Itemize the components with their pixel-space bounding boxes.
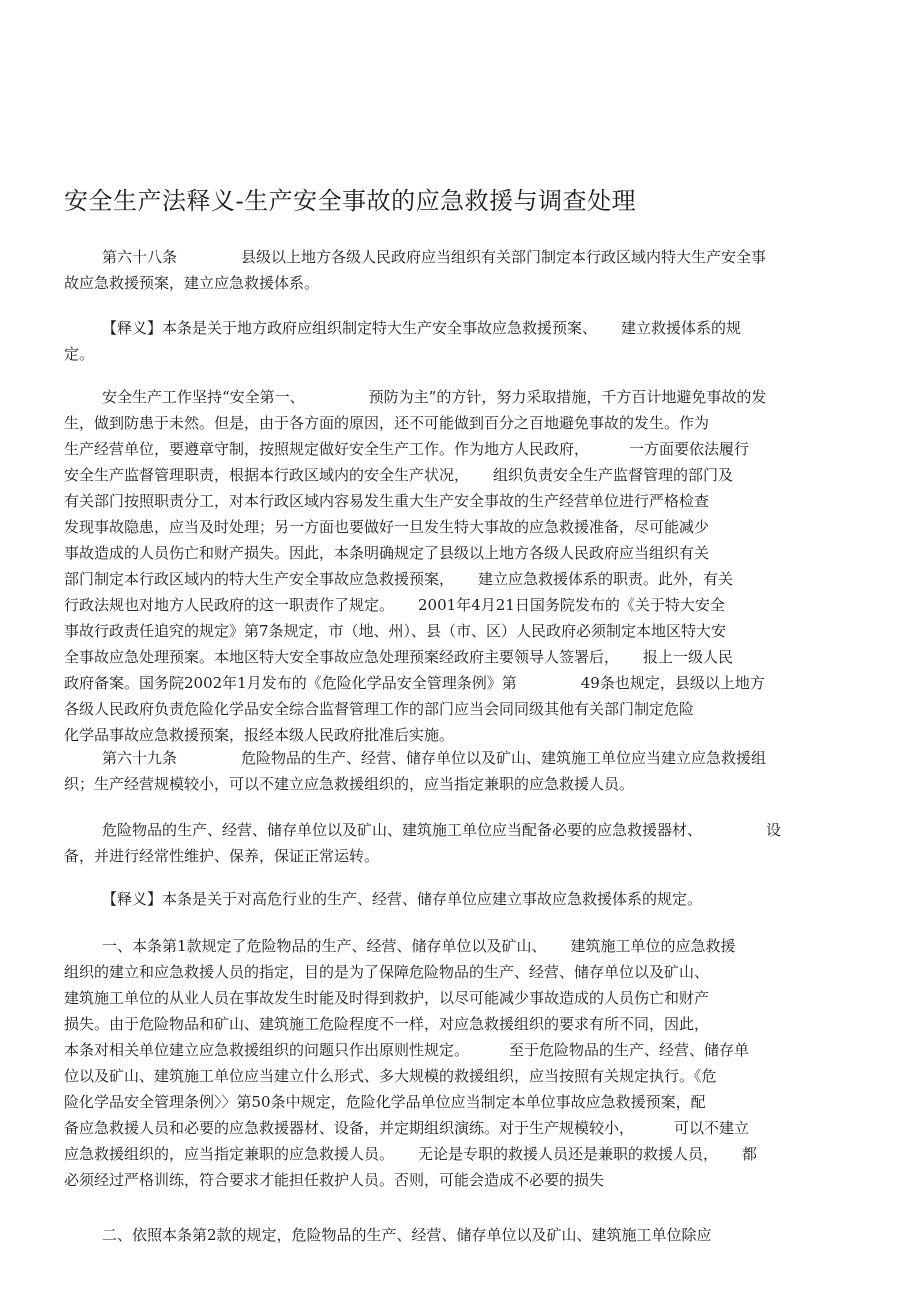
text-line: 组织的建立和应急救援人员的指定，目的是为了保障危险物品的生产、经营、储存单位以及矿山、 — [64, 963, 710, 981]
text-line: 备应急救援人员和必要的应急救援器材、设备，并定期组织演练。对于生产规模较小， 可以不建立 — [64, 1119, 750, 1137]
text-line: 本条对相关单位建立应急救援组织的问题只作出原则性规定。 至于危险物品的生产、经营、储存单 — [64, 1041, 750, 1059]
text-line: 第六十九条 危险物品的生产、经营、储存单位以及矿山、建筑施工单位应当建立应急救援组 — [102, 749, 767, 767]
text-line: 第六十八条 县级以上地方各级人民政府应当组织有关部门制定本行政区域内特大生产安全事 — [102, 248, 767, 266]
document-title: 安全生产法释义-生产安全事故的应急救援与调查处理 — [64, 187, 637, 215]
text-line: 生产经营单位，要遵章守制，按照规定做好安全生产工作。作为地方人民政府， 一方面要依法履行 — [64, 440, 750, 458]
text-line: 事故行政责任追究的规定》第7条规定，市（地、州）、县（市、区）人民政府必须制定本地区特大安 — [64, 622, 727, 640]
section-one-paragraph — [64, 933, 864, 1193]
article-68-paragraph — [64, 244, 864, 296]
text-line: 安全生产监督管理职责，根据本行政区域内的安全生产状况， 组织负责安全生产监督管理的部门及 — [64, 466, 734, 484]
article-68-explanation — [64, 315, 864, 367]
section-two-paragraph — [64, 1222, 864, 1248]
text-line: 【释义】本条是关于对高危行业的生产、经营、储存单位应建立事故应急救援体系的规定。 — [102, 890, 703, 908]
article-69-paragraph — [64, 745, 864, 797]
text-line: 行政法规也对地方人民政府的这一职责作了规定。 2001年4月21日国务院发布的《关于特大安全 — [64, 596, 725, 614]
text-line: 部门制定本行政区域内的特大生产安全事故应急救援预案， 建立应急救援体系的职责。此外，有关 — [64, 570, 734, 588]
text-line: 必须经过严格训练，符合要求才能担任救护人员。否则，可能会造成不必要的损失 — [64, 1171, 605, 1189]
text-line: 故应急救援预案，建立应急救援体系。 — [64, 274, 320, 292]
text-line: 应急救援组织的，应当指定兼职的应急救援人员。 无论是专职的救援人员还是兼职的救援人员， 都 — [64, 1145, 758, 1163]
text-line: 损失。由于危险物品和矿山、建筑施工危险程度不一样，对应急救援组织的要求有所不同，因此， — [64, 1015, 710, 1033]
article-69-equipment-paragraph — [64, 817, 864, 869]
text-line: 安全生产工作坚持“安全第一、 预防为主”的方针，努力采取措施，千方百计地避免事故的发 — [102, 388, 767, 406]
text-line: 建筑施工单位的从业人员在事故发生时能及时得到救护，以尽可能减少事故造成的人员伤亡和财产 — [64, 989, 710, 1007]
text-line: 化学品事故应急救援预案，报经本级人民政府批准后实施。 — [64, 726, 455, 744]
text-line: 事故造成的人员伤亡和财产损失。因此，本条明确规定了县级以上地方各级人民政府应当组织有关 — [64, 544, 710, 562]
text-line: 政府备案。国务院2002年1月发布的《危险化学品安全管理条例》第 49条也规定，县级以上地方 — [64, 674, 765, 692]
text-line: 二、依照本条第2款的规定，危险物品的生产、经营、储存单位以及矿山、建筑施工单位除应 — [102, 1226, 712, 1244]
text-line: 有关部门按照职责分工，对本行政区域内容易发生重大生产安全事故的生产经营单位进行严格检查 — [64, 492, 710, 510]
text-line: 定。 — [64, 345, 95, 363]
document-page — [64, 0, 864, 1303]
text-line: 发现事故隐患，应当及时处理；另一方面也要做好一旦发生特大事故的应急救援准备，尽可能减少 — [64, 518, 710, 536]
text-line: 一、本条第1款规定了危险物品的生产、经营、储存单位以及矿山、 建筑施工单位的应急救援 — [102, 937, 736, 955]
text-line: 危险物品的生产、经营、储存单位以及矿山、建筑施工单位应当配备必要的应急救援器材、 设 — [102, 821, 782, 839]
text-line: 各级人民政府负责危险化学品安全综合监督管理工作的部门应当会同同级其他有关部门制定危险 — [64, 700, 695, 718]
article-69-explanation — [64, 886, 864, 912]
text-line: 险化学品安全管理条例〉〉第50条中规定，危险化学品单位应当制定本单位事故应急救援预案，配 — [64, 1093, 706, 1111]
text-line: 位以及矿山、建筑施工单位应当建立什么形式、多大规模的救援组织，应当按照有关规定执行。《危 — [64, 1067, 717, 1085]
text-line: 生，做到防患于未然。但是，由于各方面的原因，还不可能做到百分之百地避免事故的发生。作为 — [64, 414, 710, 432]
text-line: 全事故应急处理预案。本地区特大安全事故应急处理预案经政府主要领导人签署后， 报上一级人民 — [64, 648, 734, 666]
text-line: 【释义】本条是关于地方政府应组织制定特大生产安全事故应急救援预案、 建立救援体系的规 — [102, 319, 742, 337]
text-line: 织；生产经营规模较小，可以不建立应急救援组织的，应当指定兼职的应急救援人员。 — [64, 775, 635, 793]
text-line: 备，并进行经常性维护、保养，保证正常运转。 — [64, 847, 380, 865]
safety-principle-paragraph — [64, 384, 864, 748]
